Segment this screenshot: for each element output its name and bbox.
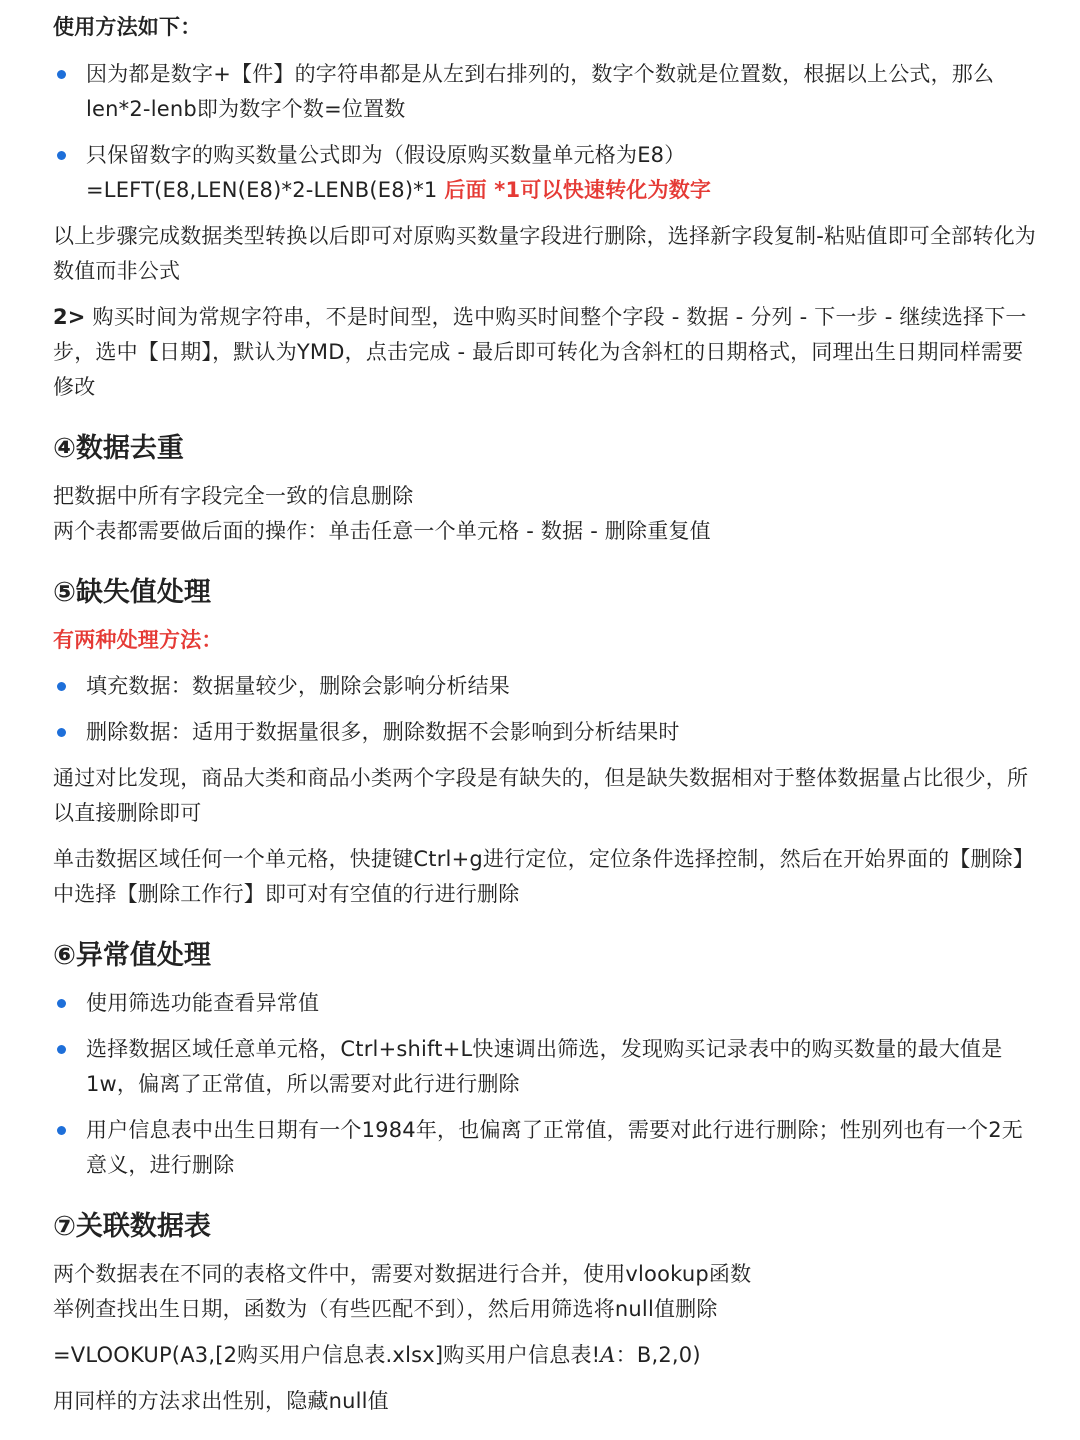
list-item [53,1032,1038,1102]
paragraph: 举例查找出生日期，函数为（有些匹配不到），然后用筛选将null值删除 [53,1297,718,1321]
list-item-text: 选择数据区域任意单元格，Ctrl+shift+L快速调出筛选，发现购买记录表中的购买数量的最大值是1w，偏离了正常值，所以需要对此行进行删除 [86,1037,1003,1096]
bullet-dot-icon [57,151,66,160]
section-heading-dedup: ④数据去重 [53,433,184,464]
bullet-dot-icon [57,682,66,691]
paragraph: 通过对比发现，商品大类和商品小类两个字段是有缺失的，但是缺失数据相对于整体数据量占比很少，所以直接删除即可 [53,766,1029,825]
bullet-dot-icon [57,70,66,79]
step-number: 2> [53,305,86,329]
bullet-dot-icon [57,999,66,1008]
list-item [53,57,1038,127]
section-subtitle: 有两种处理方法： [53,628,223,652]
list-item [53,715,1038,750]
bullet-dot-icon [57,728,66,737]
list-item [53,138,1038,208]
usage-bullet-list [53,57,1038,208]
section-heading-outliers: ⑥异常值处理 [53,940,211,971]
list-item [53,986,1038,1021]
formula-text: =LEFT(E8,LEN(E8)*2-LENB(E8)*1 [86,178,438,202]
list-item-text: 因为都是数字+【件】的字符串都是从左到右排列的，数字个数就是位置数，根据以上公式，那么len*2-lenb即为数字个数=位置数 [86,62,995,121]
list-item-text: 删除数据：适用于数据量很多，删除数据不会影响到分析结果时 [86,720,680,744]
list-item-text: 填充数据：数据量较少，删除会影响分析结果 [86,674,510,698]
section-heading-missing-values: ⑤缺失值处理 [53,577,211,608]
paragraph: 两个数据表在不同的表格文件中，需要对数据进行合并，使用vlookup函数 [53,1262,752,1286]
bullet-dot-icon [57,1126,66,1135]
paragraph: 以上步骤完成数据类型转换以后即可对原购买数量字段进行删除，选择新字段复制-粘贴值即可全部转化为数值而非公式 [53,224,1036,283]
list-item [53,1113,1038,1183]
paragraph: 把数据中所有字段完全一致的信息删除 [53,484,414,508]
paragraph: 两个表都需要做后面的操作：单击任意一个单元格 - 数据 - 删除重复值 [53,519,711,543]
paragraph: 单击数据区域任何一个单元格，快捷键Ctrl+g进行定位，定位条件选择控制，然后在开始界面的【删除】中选择【删除工作行】即可对有空值的行进行删除 [53,847,1035,906]
list-item-text: 只保留数字的购买数量公式即为（假设原购买数量单元格为E8） [86,143,686,167]
paragraph: 用同样的方法求出性别，隐藏null值 [53,1389,389,1413]
formula-part: ：B,2,0) [615,1343,701,1367]
outliers-bullet-list [53,986,1038,1183]
formula-part: =VLOOKUP(A3,[2购买用户信息表.xlsx]购买用户信息表! [53,1343,601,1367]
bullet-dot-icon [57,1045,66,1054]
formula-italic-var: A [600,1343,616,1367]
list-item-text: 用户信息表中出生日期有一个1984年，也偏离了正常值，需要对此行进行删除；性别列也有一个2无意义，进行删除 [86,1118,1024,1177]
list-item [53,669,1038,704]
missing-values-bullet-list [53,669,1038,750]
list-item-text: 使用筛选功能查看异常值 [86,991,320,1015]
document-body [53,10,1038,1430]
formula-note: 后面 *1可以快速转化为数字 [444,178,712,202]
paragraph-text: 购买时间为常规字符串，不是时间型，选中购买时间整个字段 - 数据 - 分列 - 下一步 - 继续选择下一步，选中【日期】，默认为YMD，点击完成 - 最后即可转化为含斜杠的日期格式，同理出生日期同样需要修改 [53,305,1027,399]
vlookup-formula [53,1338,1038,1373]
usage-title: 使用方法如下： [53,15,202,39]
section-heading-join-tables: ⑦关联数据表 [53,1211,211,1242]
paragraph [53,300,1038,405]
